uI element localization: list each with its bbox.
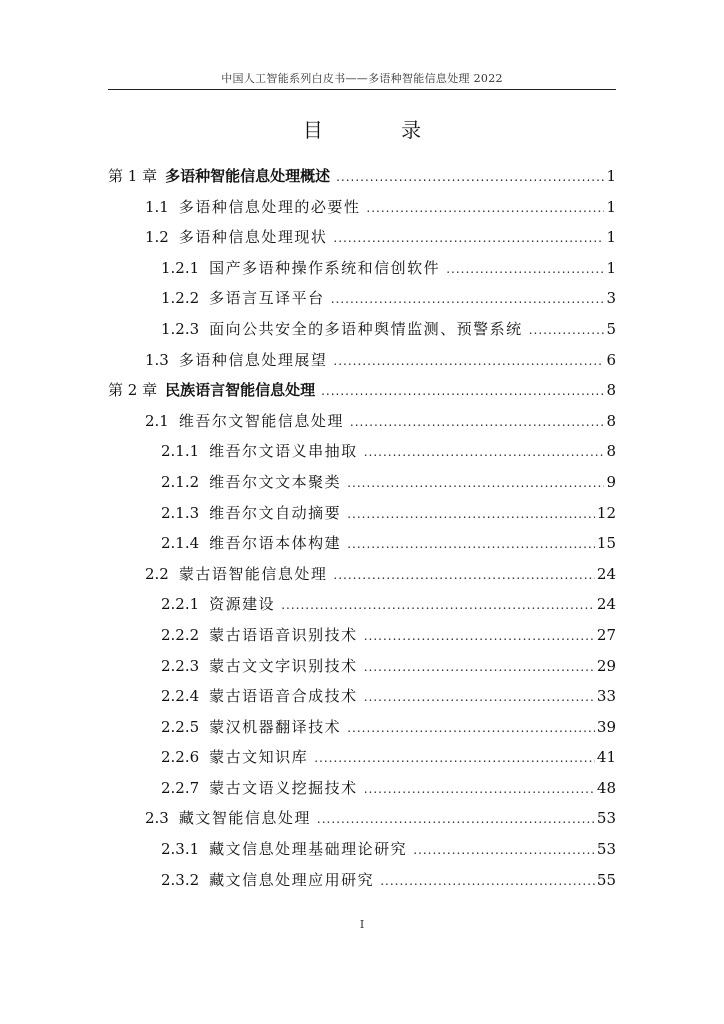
toc-leader-dots (350, 415, 605, 429)
toc-entry-page: 8 (606, 381, 616, 400)
toc-entry-page: 3 (606, 289, 616, 308)
toc-entry-number: 1.3 (145, 350, 169, 369)
toc-entry[interactable] (108, 379, 616, 410)
toc-entry-page: 41 (596, 748, 616, 767)
toc-entry-number: 1.2 (145, 228, 169, 247)
toc-entry[interactable] (108, 624, 616, 655)
toc-entry-number: 第 2 章 (108, 381, 158, 400)
toc-entry-page: 12 (596, 503, 616, 522)
toc-entry[interactable] (108, 869, 616, 900)
toc-entry-page: 1 (606, 167, 616, 185)
toc-leader-dots (380, 874, 595, 888)
toc-entry-page: 5 (606, 319, 616, 338)
toc-entry-number: 2.2.4 (161, 687, 200, 706)
page-number: I (359, 918, 365, 931)
toc-entry-title: 蒙古语语音合成技术 (209, 687, 358, 706)
toc-entry-number: 2.3.1 (161, 840, 200, 859)
toc-entry[interactable] (108, 502, 616, 533)
toc-leader-dots (366, 201, 604, 215)
toc-leader-dots (281, 598, 595, 612)
toc-entry-page: 15 (596, 534, 616, 553)
toc-entry-page: 9 (606, 472, 616, 491)
toc-entry[interactable] (108, 287, 616, 318)
toc-entry-page: 29 (596, 656, 616, 675)
toc-entry[interactable] (108, 746, 616, 777)
toc-entry-page: 53 (596, 809, 616, 828)
toc-entry-title: 蒙汉机器翻译技术 (209, 717, 342, 736)
toc-entry-title: 藏文信息处理应用研究 (209, 870, 375, 889)
toc-entry-page: 6 (606, 350, 616, 369)
toc-entry-title: 蒙古语语音识别技术 (209, 625, 358, 644)
toc-entry[interactable] (108, 349, 616, 380)
toc-entry-title: 资源建设 (209, 595, 276, 614)
toc-leader-dots (529, 323, 605, 337)
toc-entry-title: 维吾尔文自动摘要 (209, 503, 342, 522)
toc-entry-title: 蒙古文语义挖掘技术 (209, 778, 358, 797)
toc-entry-number: 1.2.1 (161, 258, 200, 277)
toc-entry[interactable] (108, 655, 616, 686)
header-rule (108, 89, 616, 90)
toc-entry-page: 1 (606, 197, 616, 216)
toc-entry-number: 2.1.4 (161, 534, 200, 553)
toc-entry-number: 2.1.2 (161, 472, 200, 491)
toc-entry-number: 1.1 (145, 197, 169, 216)
toc-entry-number: 2.1.1 (161, 442, 200, 461)
toc-entry-title: 蒙古文知识库 (209, 748, 309, 767)
toc-leader-dots (331, 292, 605, 306)
toc-leader-dots (336, 170, 604, 184)
toc-entry-number: 2.3.2 (161, 870, 200, 889)
toc-entry-page: 24 (596, 564, 616, 583)
toc-entry[interactable] (108, 685, 616, 716)
toc-entry-number: 1.2.3 (161, 319, 200, 338)
toc-entry[interactable] (108, 593, 616, 624)
table-of-contents (108, 165, 616, 899)
toc-entry[interactable] (108, 532, 616, 563)
toc-entry-page: 1 (606, 228, 616, 247)
toc-title: 目 录 (302, 118, 458, 142)
toc-leader-dots (347, 507, 595, 521)
toc-leader-dots (347, 537, 595, 551)
toc-entry-number: 2.2.5 (161, 717, 200, 736)
toc-entry-title: 多语种信息处理展望 (178, 350, 328, 369)
toc-leader-dots (314, 751, 595, 765)
toc-entry-number: 2.2.6 (161, 748, 200, 767)
toc-entry-title: 维吾尔文语义串抽取 (209, 442, 358, 461)
toc-entry-page: 8 (606, 411, 616, 430)
toc-entry-number: 2.2.7 (161, 778, 200, 797)
toc-entry-title: 多语种信息处理现状 (178, 228, 328, 247)
toc-entry-title: 维吾尔文智能信息处理 (178, 411, 344, 430)
toc-leader-dots (364, 782, 595, 796)
toc-entry-number: 2.2.2 (161, 625, 200, 644)
toc-leader-dots (347, 476, 604, 490)
toc-leader-dots (446, 262, 604, 276)
toc-entry-page: 33 (596, 687, 616, 706)
toc-leader-dots (321, 384, 604, 398)
toc-entry-page: 24 (596, 595, 616, 614)
toc-entry-number: 2.2.3 (161, 656, 200, 675)
toc-entry-title: 蒙古文文字识别技术 (209, 656, 358, 675)
toc-entry-page: 8 (606, 442, 616, 461)
toc-entry[interactable] (108, 196, 616, 227)
toc-leader-dots (347, 721, 595, 735)
toc-entry-page: 55 (596, 870, 616, 889)
toc-entry-number: 2.1 (145, 411, 169, 430)
toc-entry-page: 48 (596, 778, 616, 797)
toc-leader-dots (364, 690, 595, 704)
toc-leader-dots (333, 231, 604, 245)
toc-entry[interactable] (108, 165, 616, 196)
toc-leader-dots (413, 843, 595, 857)
toc-entry[interactable] (108, 716, 616, 747)
toc-entry[interactable] (108, 563, 616, 594)
toc-entry-title: 多语言互译平台 (209, 289, 325, 308)
toc-leader-dots (333, 568, 595, 582)
toc-entry-title: 维吾尔语本体构建 (209, 534, 342, 553)
toc-entry[interactable] (108, 807, 616, 838)
toc-entry-title: 藏文智能信息处理 (178, 809, 311, 828)
toc-entry-title: 蒙古语智能信息处理 (178, 564, 328, 583)
toc-leader-dots (364, 660, 595, 674)
toc-entry-title: 民族语言智能信息处理 (165, 381, 316, 400)
toc-leader-dots (333, 354, 604, 368)
toc-entry-title: 多语种智能信息处理概述 (165, 167, 331, 185)
toc-entry-title: 藏文信息处理基础理论研究 (209, 840, 408, 859)
toc-entry-title: 维吾尔文文本聚类 (209, 472, 342, 491)
toc-entry[interactable] (108, 257, 616, 288)
toc-entry[interactable] (108, 440, 616, 471)
toc-entry-number: 2.3 (145, 809, 169, 828)
toc-entry[interactable] (108, 471, 616, 502)
toc-leader-dots (317, 812, 595, 826)
toc-entry-title: 国产多语种操作系统和信创软件 (209, 258, 441, 277)
toc-entry[interactable] (108, 318, 616, 349)
toc-entry-number: 2.2.1 (161, 595, 200, 614)
toc-leader-dots (364, 445, 605, 459)
toc-entry-title: 面向公共安全的多语种舆情监测、预警系统 (209, 319, 523, 338)
toc-entry-page: 53 (596, 840, 616, 859)
running-header: 中国人工智能系列白皮书——多语种智能信息处理 2022 (221, 72, 503, 85)
toc-entry[interactable] (108, 777, 616, 808)
toc-entry-page: 39 (596, 717, 616, 736)
toc-entry-number: 第 1 章 (108, 167, 158, 185)
toc-entry-number: 1.2.2 (161, 289, 200, 308)
toc-entry[interactable] (108, 410, 616, 441)
toc-entry-page: 27 (596, 625, 616, 644)
toc-entry-page: 1 (606, 258, 616, 277)
toc-entry[interactable] (108, 838, 616, 869)
toc-entry-title: 多语种信息处理的必要性 (178, 197, 361, 216)
toc-entry-number: 2.1.3 (161, 503, 200, 522)
toc-entry-number: 2.2 (145, 564, 169, 583)
toc-entry[interactable] (108, 226, 616, 257)
toc-leader-dots (364, 629, 595, 643)
